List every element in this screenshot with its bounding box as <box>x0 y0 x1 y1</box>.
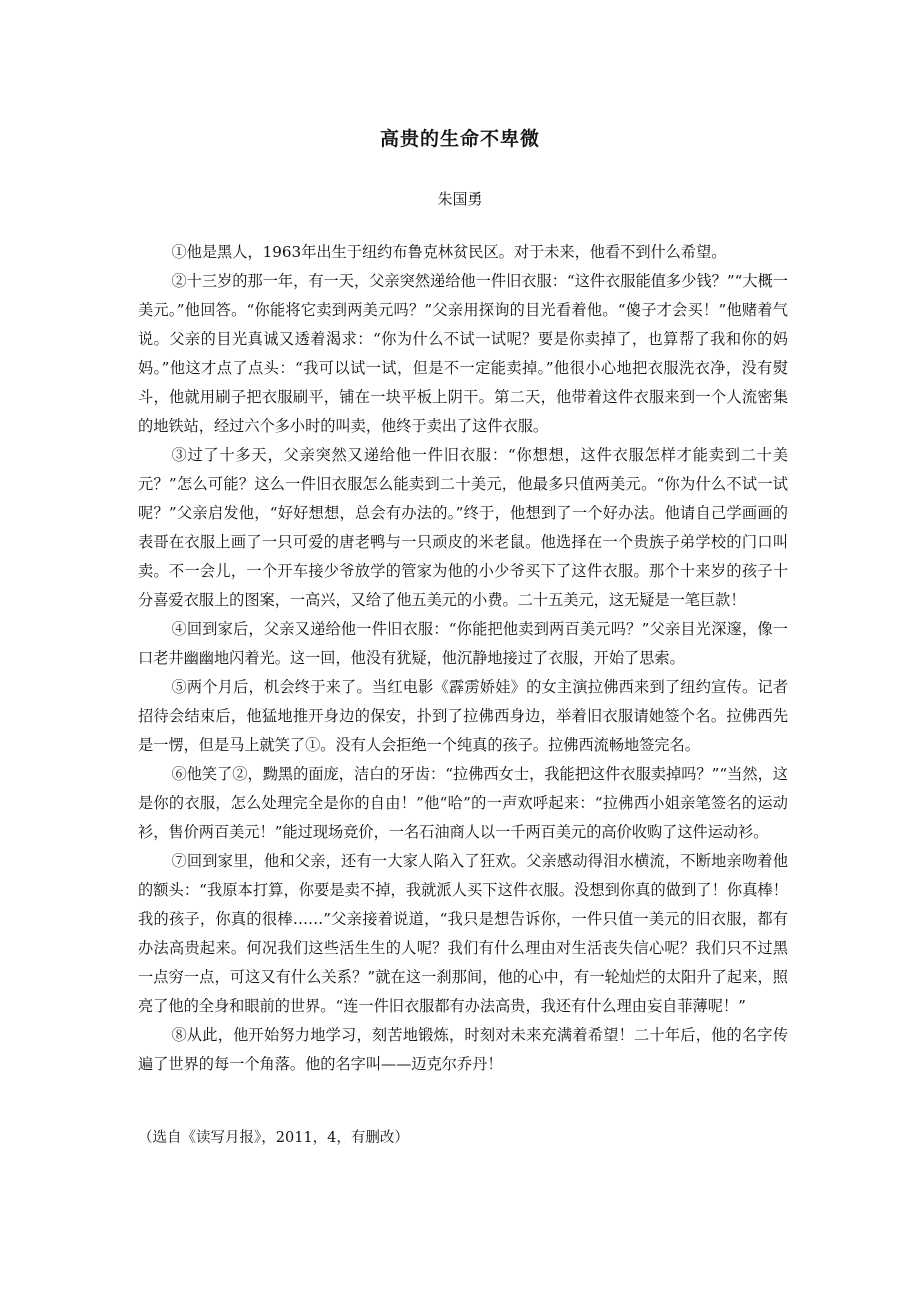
source-citation: （选自《读写月报》，2011，4，有删改） <box>138 1130 409 1146</box>
paragraph-2: ②十三岁的那一年，有一天，父亲突然递给他一件旧衣服：“这件衣服能值多少钱？”“大概一美元。”他回答。“你能将它卖到两美元吗？”父亲用探询的目光看着他。“傻子才会买！”他赌着气说。父亲的目光真诚又透着渴求：“你为什么不试一试呢？要是你卖掉了，也算帮了我和你的妈妈。”他这才点了点头：“我可以试一试，但是不一定能卖掉。”他很小心地把衣服洗衣净，没有熨斗，他就用刷子把衣服刷平，铺在一块平板上阴干。第二天，他带着这件衣服来到一个人流密集的地铁站，经过六个多小时的叫卖，他终于卖出了这件衣服。 <box>138 272 788 435</box>
paragraph-7: ⑦回到家里，他和父亲，还有一大家人陷入了狂欢。父亲感动得泪水横流，不断地亲吻着他的额头：“我原本打算，你要是卖不掉，我就派人买下这件衣服。没想到你真的做到了！你真棒！我的孩子，你真的很棒……”父亲接着说道，“我只是想告诉你，一件只值一美元的旧衣服，都有办法高贵起来。何况我们这些活生生的人呢？我们有什么理由对生活丧失信心呢？我们只不过黑一点穷一点，可这又有什么关系？”就在这一刹那间，他的心中，有一轮灿烂的太阳升了起来，照亮了他的全身和眼前的世界。“连一件旧衣服都有办法高贵，我还有什么理由妄自菲薄呢！” <box>138 852 788 1015</box>
paragraph-5: ⑤两个月后，机会终于来了。当红电影《霹雳娇娃》的女主演拉佛西来到了纽约宣传。记者招待会结束后，他猛地推开身边的保安，扑到了拉佛西身边，举着旧衣服请她签个名。拉佛西先是一愣，但是马上就笑了①。没有人会拒绝一个纯真的孩子。拉佛西流畅地签完名。 <box>138 678 788 754</box>
paragraph-4: ④回到家后，父亲又递给他一件旧衣服：“你能把他卖到两百美元吗？”父亲目光深邃，像一口老井幽幽地闪着光。这一回，他没有犹疑，他沉静地接过了衣服，开始了思索。 <box>138 620 788 667</box>
article-author: 朱国勇 <box>437 190 483 208</box>
paragraph-6: ⑥他笑了②，黝黑的面庞，洁白的牙齿：“拉佛西女士，我能把这件衣服卖掉吗？”“当然，这是你的衣服，怎么处理完全是你的自由！”他“哈”的一声欢呼起来：“拉佛西小姐亲笔签名的运动衫，售价两百美元！”能过现场竞价，一名石油商人以一千两百美元的高价收购了这件运动衫。 <box>138 765 788 841</box>
article-title: 高贵的生命不卑微 <box>379 128 540 150</box>
paragraph-3: ③过了十多天，父亲突然又递给他一件旧衣服：“你想想，这件衣服怎样才能卖到二十美元？”怎么可能？这么一件旧衣服怎么能卖到二十美元，他最多只值两美元。“你为什么不试一试呢？”父亲启发他，“好好想想，总会有办法的。”终于，他想到了一个好办法。他请自己学画画的表哥在衣服上画了一只可爱的唐老鸭与一只顽皮的米老鼠。他选择在一个贵族子弟学校的门口叫卖。不一会儿，一个开车接少爷放学的管家为他的小少爷买下了这件衣服。那个十来岁的孩子十分喜爱衣服上的图案，一高兴，又给了他五美元的小费。二十五美元，这无疑是一笔巨款！ <box>138 446 788 609</box>
paragraph-8: ⑧从此，他开始努力地学习，刻苦地锻炼，时刻对未来充满着希望！二十年后，他的名字传遍了世界的每一个角落。他的名字叫——迈克尔乔丹！ <box>138 1026 788 1073</box>
paragraph-1: ①他是黑人，1963年出生于纽约布鲁克林贫民区。对于未来，他看不到什么希望。 <box>171 243 727 261</box>
article-body <box>138 238 788 1079</box>
